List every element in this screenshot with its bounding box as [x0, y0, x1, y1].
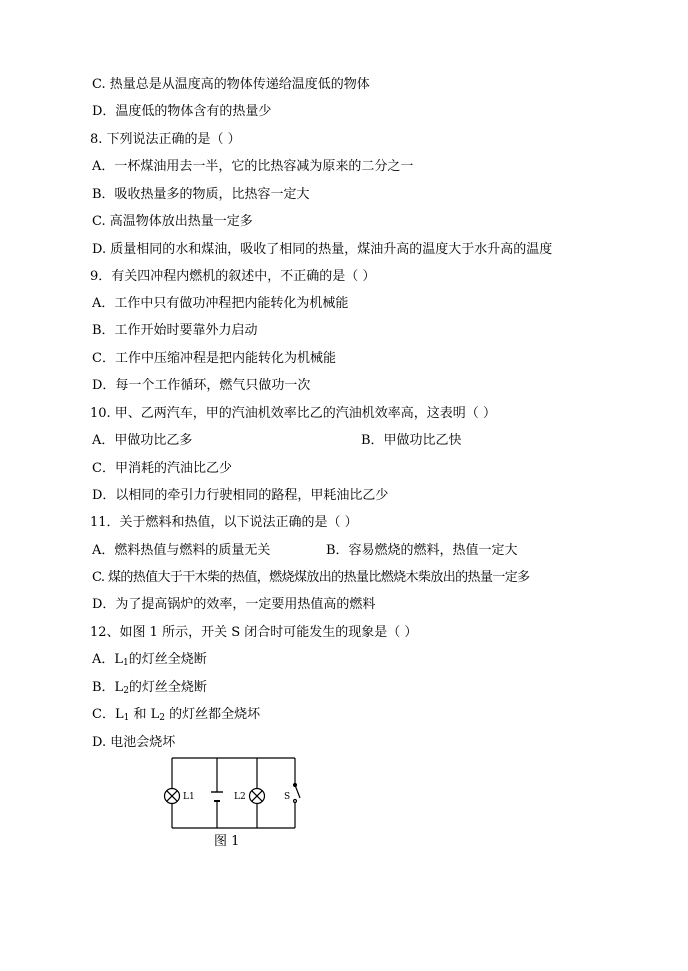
q12-option-d: D. 电池会烧坏	[92, 735, 176, 750]
q9-option-b: B．工作开始时要靠外力启动	[92, 323, 258, 338]
q11-option-a: A．燃料热值与燃料的质量无关	[92, 543, 271, 558]
label-s: S	[284, 792, 291, 802]
label-l1: L1	[183, 792, 195, 802]
q10-option-d: D．以相同的牵引力行驶相同的路程，甲耗油比乙少	[92, 488, 389, 503]
q10-option-c: C．甲消耗的汽油比乙少	[92, 461, 232, 476]
switch-icon	[294, 784, 301, 803]
figure-caption: 图 1	[214, 834, 240, 849]
q9-option-d: D．每一个工作循环，燃气只做功一次	[92, 378, 311, 393]
label-l2: L2	[234, 792, 246, 802]
q8-stem: 8. 下列说法正确的是（ ）	[90, 132, 241, 147]
q12-option-a: A．$L_1$的灯丝全烧断	[92, 652, 207, 668]
q10-option-b: B．甲做功比乙快	[361, 433, 462, 448]
q8-option-c: C. 高温物体放出热量一定多	[92, 214, 253, 229]
q11-option-d: D．为了提高锅炉的效率，一定要用热值高的燃料	[92, 597, 376, 612]
q10-option-a: A．甲做功比乙多	[92, 433, 193, 448]
circuit-diagram	[160, 748, 310, 834]
q9-option-a: A．工作中只有做功冲程把内能转化为机械能	[92, 296, 349, 311]
q11-option-c: C. 煤的热值大于干木柴的热值，燃烧煤放出的热量比燃烧木柴放出的热量一定多	[92, 570, 530, 585]
q10-stem: 10. 甲、乙两汽车，甲的汽油机效率比乙的汽油机效率高，这表明（ ）	[90, 406, 496, 421]
q11-stem: 11．关于燃料和热值，以下说法正确的是（ ）	[90, 515, 358, 530]
q11-option-b: B．容易燃烧的燃料，热值一定大	[326, 543, 518, 558]
q12-stem: 12、如图 1 所示，开关 S 闭合时可能发生的现象是（ ）	[90, 625, 418, 640]
lamp-l1-icon	[165, 789, 180, 804]
q9-stem: 9．有关四冲程内燃机的叙述中，不正确的是（ ）	[90, 269, 376, 284]
q9-option-c: C．工作中压缩冲程是把内能转化为机械能	[92, 351, 336, 366]
lamp-l2-icon	[250, 789, 265, 804]
q8-option-d: D. 质量相同的水和煤油，吸收了相同的热量，煤油升高的温度大于水升高的温度	[92, 242, 553, 257]
q7-option-c: C. 热量总是从温度高的物体传递给温度低的物体	[92, 77, 370, 92]
battery-icon	[211, 792, 223, 801]
q8-option-a: A．一杯煤油用去一半，它的比热容减为原来的二分之一	[92, 159, 414, 174]
q8-option-b: B．吸收热量多的物质，比热容一定大	[92, 187, 310, 202]
q7-option-d: D．温度低的物体含有的热量少	[92, 104, 272, 119]
q12-option-c: C．$L_1$ 和 $L_2$ 的灯丝都全烧坏	[92, 707, 261, 723]
q12-option-b: B．$L_2$的灯丝全烧断	[92, 680, 207, 696]
